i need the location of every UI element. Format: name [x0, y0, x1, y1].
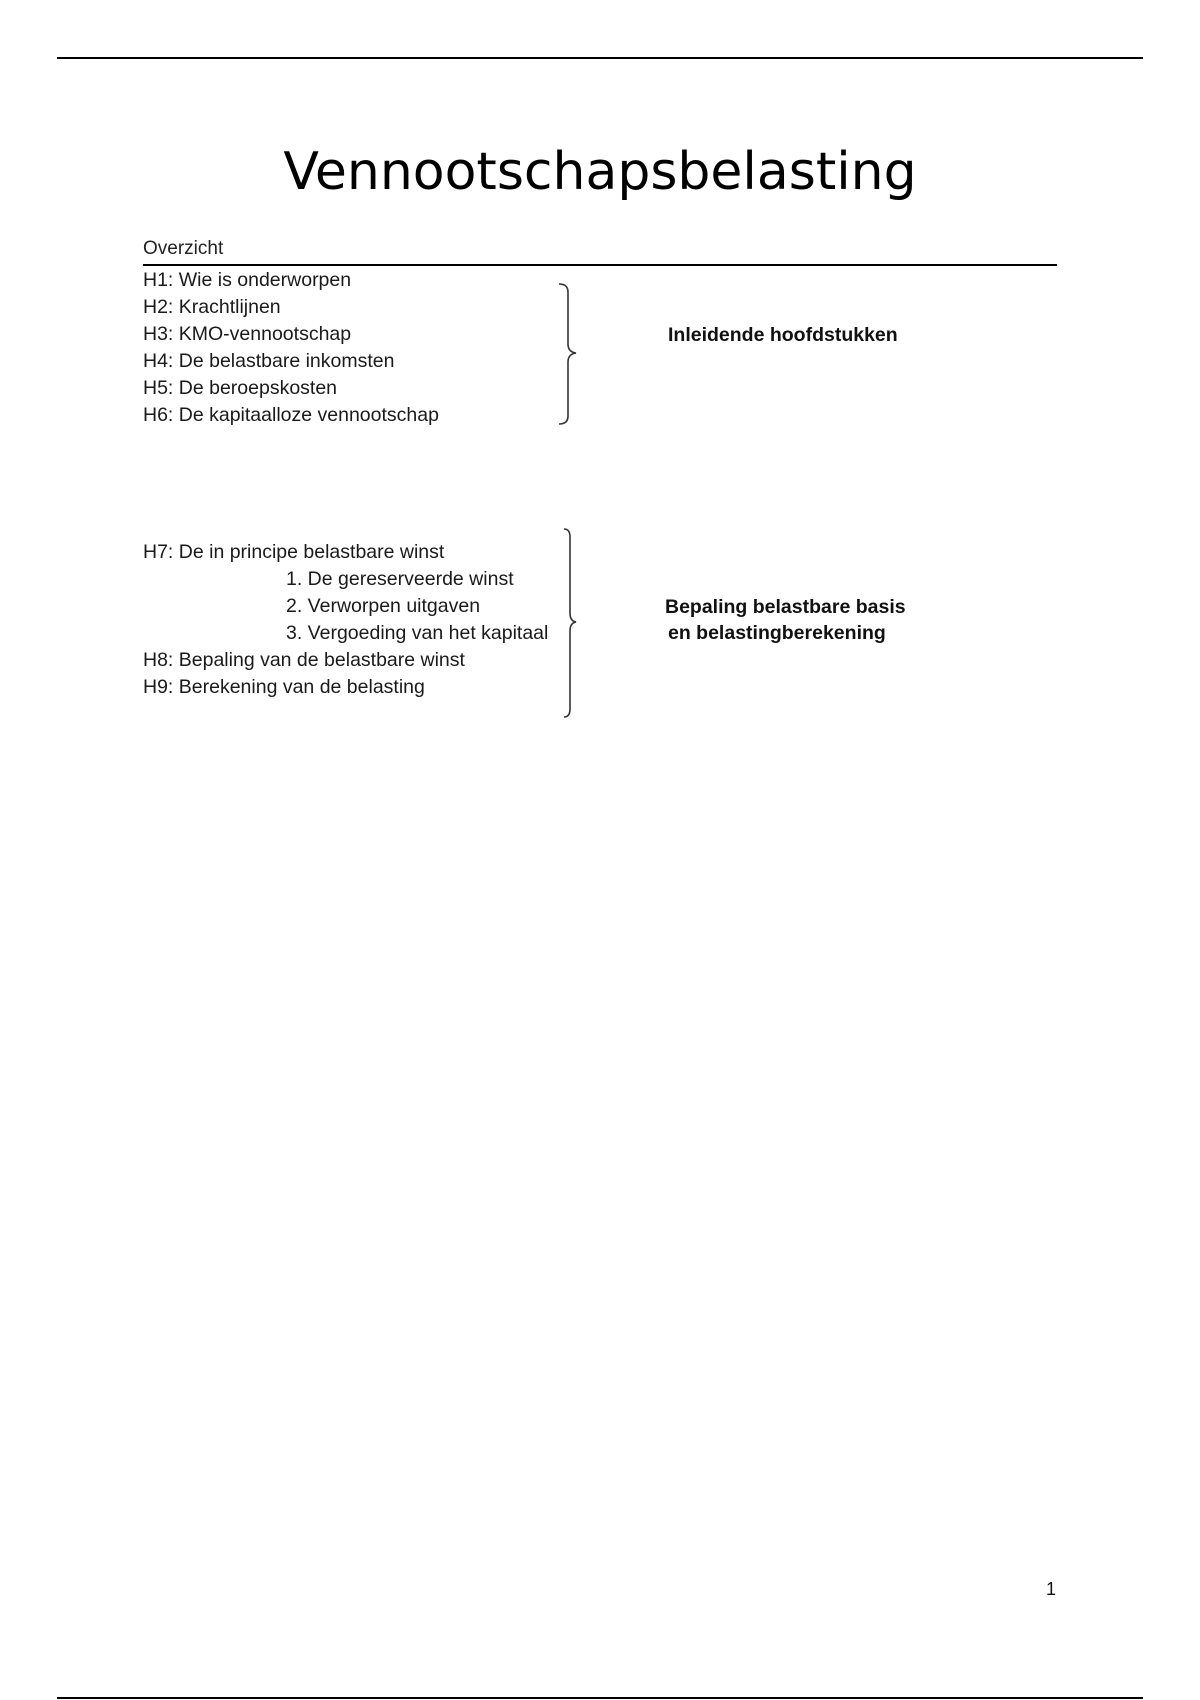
group1-brace: [556, 282, 586, 426]
chapter-item-h9: H9: Berekening van de belasting: [143, 676, 425, 698]
chapter-item-h1: H1: Wie is onderworpen: [143, 269, 352, 291]
chapter-item-h5: H5: De beroepskosten: [143, 377, 338, 399]
chapter-item-h7: H7: De in principe belastbare winst: [143, 541, 445, 563]
subsection-item-3: 3. Vergoeding van het kapitaal: [286, 622, 549, 644]
document-title: Vennootschapsbelasting: [283, 142, 917, 202]
page-bottom-rule: [57, 1697, 1143, 1699]
group1-label: Inleidende hoofdstukken: [668, 324, 898, 346]
subsection-item-1: 1. De gereserveerde winst: [286, 568, 514, 590]
chapter-item-h8: H8: Bepaling van de belastbare winst: [143, 649, 465, 671]
page-number: 1: [1046, 1579, 1057, 1599]
group2-label-line1: Bepaling belastbare basis: [665, 596, 906, 618]
chapter-item-h6: H6: De kapitaalloze vennootschap: [143, 404, 439, 426]
page-top-rule: [57, 57, 1143, 59]
group2-brace: [560, 527, 590, 719]
chapter-item-h2: H2: Krachtlijnen: [143, 296, 281, 318]
overview-underline: [143, 264, 1057, 266]
overview-heading: Overzicht: [143, 238, 224, 259]
chapter-item-h3: H3: KMO-vennootschap: [143, 323, 352, 345]
group2-label-line2: en belastingberekening: [668, 622, 886, 644]
chapter-item-h4: H4: De belastbare inkomsten: [143, 350, 395, 372]
subsection-item-2: 2. Verworpen uitgaven: [286, 595, 481, 617]
